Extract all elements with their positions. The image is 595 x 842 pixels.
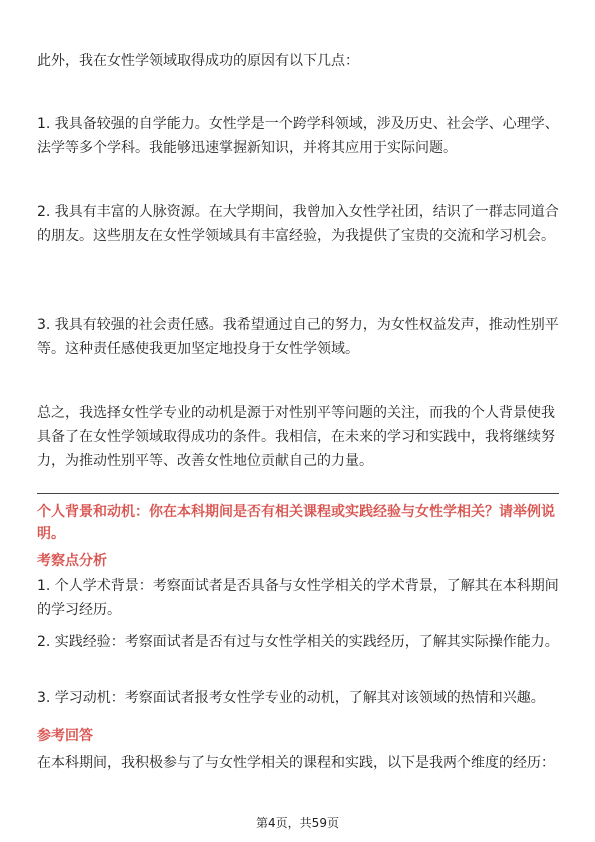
- page-number: 第4页，共59页: [256, 816, 339, 830]
- analysis-heading: 考察点分析: [37, 553, 107, 569]
- reason-paragraph-3: 3. 我具有较强的社会责任感。我希望通过自己的努力，为女性权益发声，推动性别平等。这种责任感使我更加坚定地投身于女性学领域。: [37, 317, 559, 357]
- reason-paragraph-2: 2. 我具有丰富的人脉资源。在大学期间，我曾加入女性学社团，结识了一群志同道合的朋友。这些朋友在女性学领域具有丰富经验，为我提供了宝贵的交流和学习机会。: [37, 204, 559, 244]
- analysis-item-1: 1. 个人学术背景：考察面试者是否具备与女性学相关的学术背景，了解其在本科期间的学习经历。: [37, 578, 559, 618]
- reference-answer: 在本科期间，我积极参与了与女性学相关的课程和实践，以下是我两个维度的经历：: [37, 755, 555, 771]
- interview-question: 个人背景和动机：你在本科期间是否有相关课程或实践经验与女性学相关？请举例说明。: [37, 504, 555, 542]
- analysis-item-3: 3. 学习动机：考察面试者报考女性学专业的动机，了解其对该领域的热情和兴趣。: [37, 690, 545, 706]
- reason-paragraph-1: 1. 我具备较强的自学能力。女性学是一个跨学科领域，涉及历史、社会学、心理学、法学等多个学科。我能够迅速掌握新知识，并将其应用于实际问题。: [37, 116, 559, 156]
- reference-heading: 参考回答: [37, 728, 93, 744]
- analysis-item-2: 2. 实践经验：考察面试者是否有过与女性学相关的实践经历，了解其实际操作能力。: [37, 634, 559, 650]
- section-divider: [37, 493, 559, 494]
- conclusion-paragraph: 总之，我选择女性学专业的动机是源于对性别平等问题的关注，而我的个人背景使我具备了在女性学领域取得成功的条件。我相信，在未来的学习和实践中，我将继续努力，为推动性别平等、改善女性地位贡献自己的力量。: [37, 405, 555, 469]
- intro-paragraph: 此外，我在女性学领域取得成功的原因有以下几点：: [37, 53, 359, 69]
